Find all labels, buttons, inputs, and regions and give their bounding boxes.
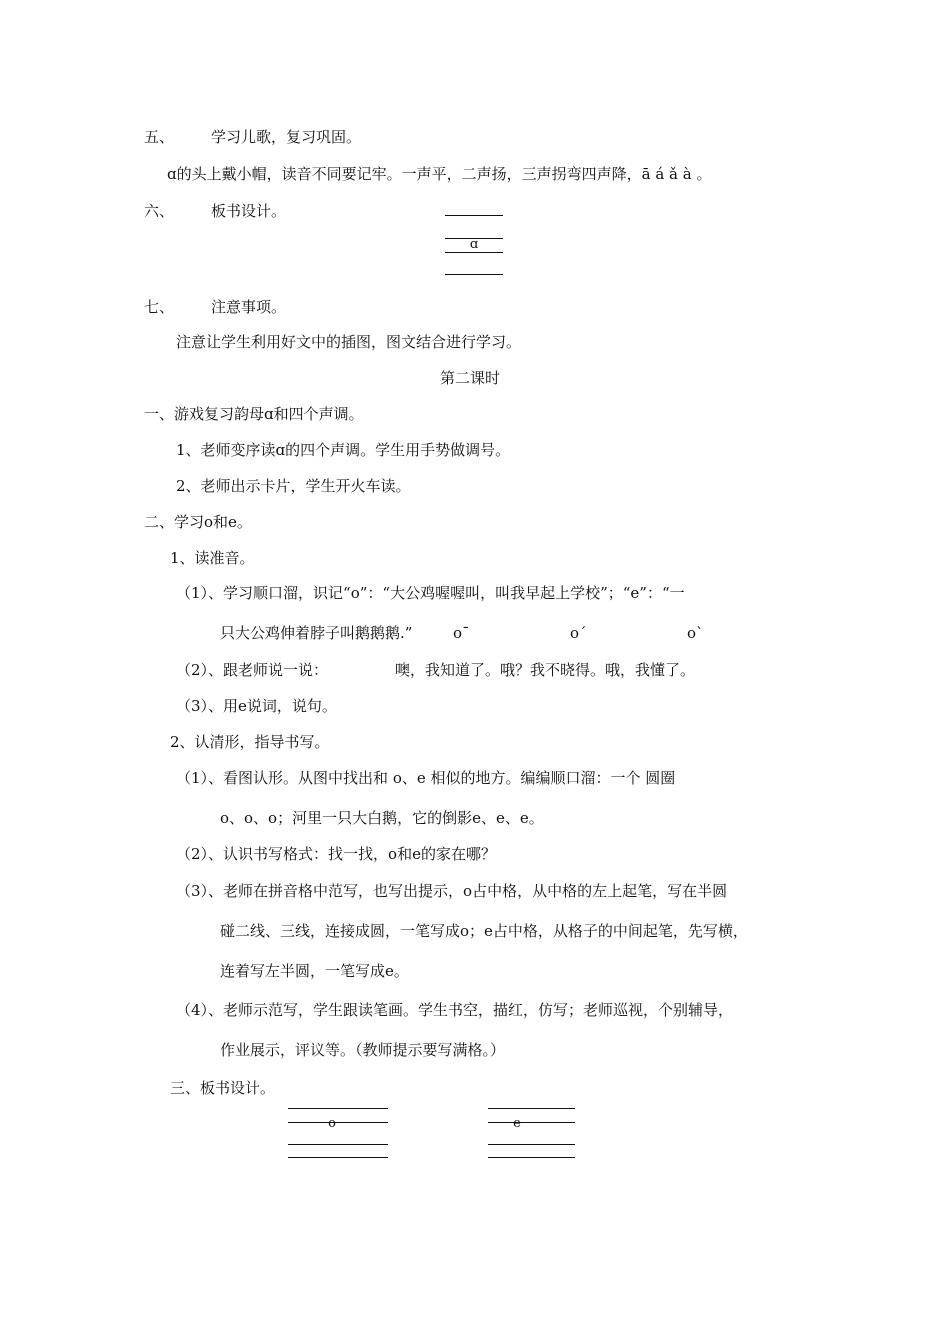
part-3-title: 三、板书设计。	[170, 1079, 276, 1097]
part-2-sub-1-item-2-label: （2）、跟老师说一说：	[176, 661, 329, 679]
part-2-sub-2-item-3-cont: 连着写左半圆，一笔写成e。	[220, 962, 409, 980]
part-1-item: 1、老师变序读ɑ的四个声调。学生用手势做调号。	[176, 441, 511, 459]
section-5-number: 五、	[144, 128, 175, 146]
grid-letter-e: e	[513, 1116, 521, 1131]
part-2-sub-1-title: 1、读准音。	[170, 549, 255, 567]
part-2-sub-2-item-4: （4）、老师示范写，学生跟读笔画。学生书空，描红，仿写；老师巡视，个别辅导，	[176, 1001, 734, 1019]
part-2-sub-1-item-1-cont: 只大公鸡伸着脖子叫鹅鹅鹅.”	[220, 624, 413, 642]
lesson-2-title: 第二课时	[440, 369, 501, 387]
part-2-sub-2-item-1: （1）、看图认形。从图中找出和 o、e 相似的地方。编编顺口溜：一个 圆圈	[176, 769, 676, 787]
section-7-title: 注意事项。	[211, 298, 287, 316]
section-5-title: 学习儿歌，复习巩固。	[211, 128, 362, 146]
section-7-number: 七、	[144, 298, 175, 316]
part-2-title: 二、学习o和e。	[144, 513, 252, 531]
grid-letter-o: o	[328, 1116, 336, 1131]
grid-letter-a: ɑ	[469, 237, 479, 252]
section-6-number: 六、	[144, 202, 175, 220]
section-7-text: 注意让学生利用好文中的插图，图文结合进行学习。	[176, 333, 522, 351]
tone-o-2: oˊ	[570, 624, 587, 642]
part-2-sub-2-item-3: （3）、老师在拼音格中范写，也写出提示，o占中格，从中格的左上起笔，写在半圆	[176, 882, 728, 900]
part-2-sub-1-item-2-text: 噢，我知道了。哦？我不晓得。哦，我懂了。	[395, 661, 696, 679]
part-2-sub-1-item-1: （1）、学习顺口溜，识记“o”：“大公鸡喔喔叫，叫我早起上学校”；“e”：“一	[176, 584, 685, 602]
part-1-title: 一、游戏复习韵母ɑ和四个声调。	[144, 405, 364, 423]
part-2-sub-2-item-1-cont: o、o、o；河里一只大白鹅，它的倒影e、e、e。	[220, 809, 544, 827]
section-6-title: 板书设计。	[211, 202, 287, 220]
part-2-sub-1-item-3: （3）、用e说词，说句。	[176, 697, 337, 715]
tone-o-3: oˋ	[687, 624, 704, 642]
tone-o-1: oˉ	[453, 624, 470, 642]
part-1-item: 2、老师出示卡片，学生开火车读。	[176, 477, 411, 495]
part-2-sub-2-item-3-cont: 碰二线、三线，连接成圆，一笔写成o；e占中格，从格子的中间起笔，先写横，	[220, 922, 748, 940]
part-2-sub-2-item-2: （2）、认识书写格式：找一找，o和e的家在哪？	[176, 845, 496, 863]
part-2-sub-2-item-4-cont: 作业展示，评议等。（教师提示要写满格。）	[220, 1041, 506, 1059]
part-2-sub-2-title: 2、认清形，指导书写。	[170, 733, 330, 751]
section-5-rhyme: ɑ的头上戴小帽，读音不同要记牢。一声平，二声扬，三声拐弯四声降，ā á ǎ à 。	[167, 165, 712, 183]
